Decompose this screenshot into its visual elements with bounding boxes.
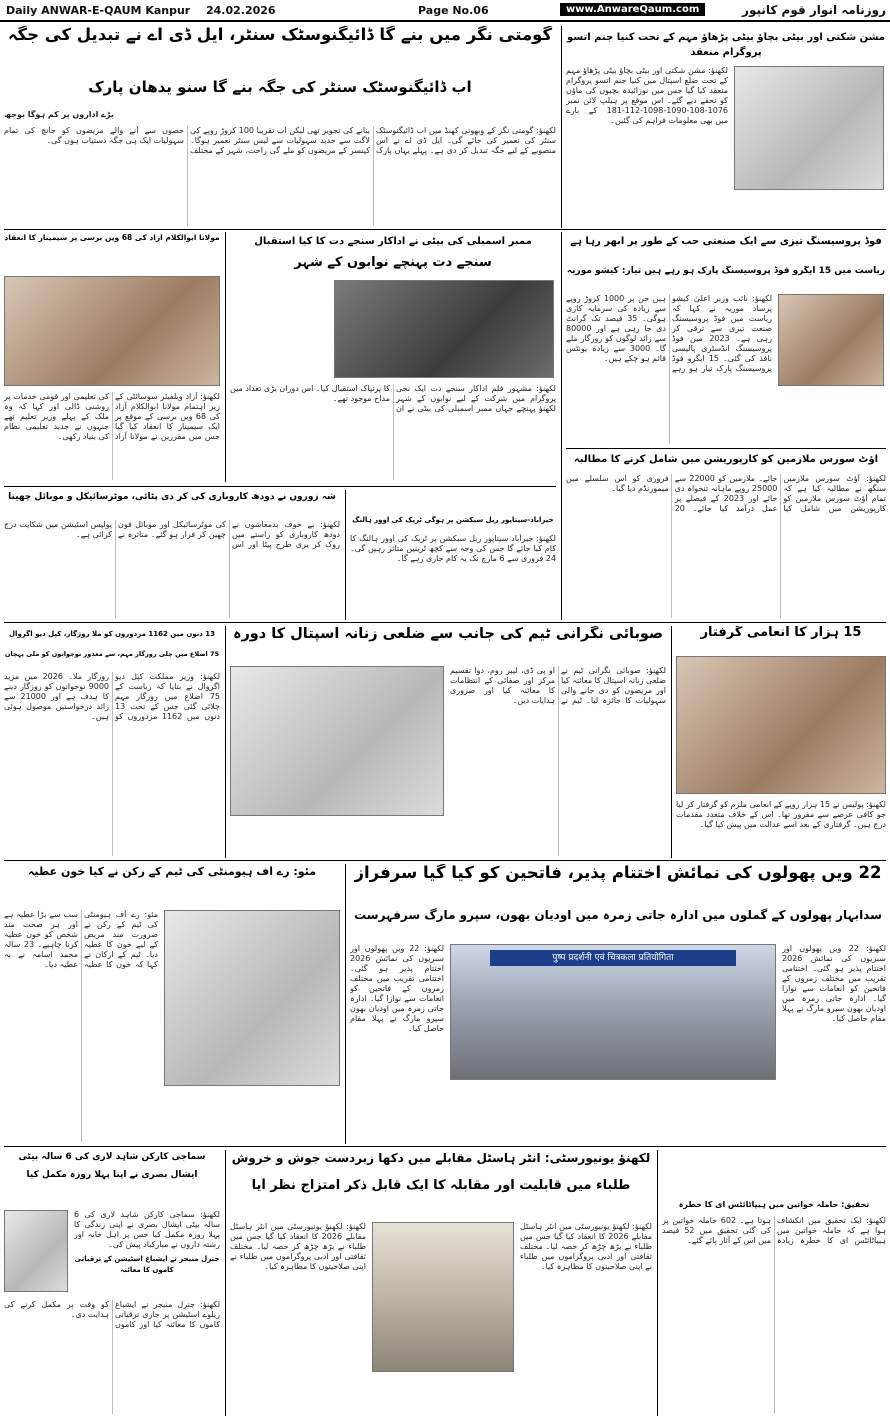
arrest-headline: 15 ہزار کا انعامی گرفتار bbox=[700, 626, 862, 640]
story-mau bbox=[4, 864, 340, 1144]
team-body: لکھنؤ: صوبائی نگرانی ٹیم نے ضلعی زنانہ اسپتال کا معائنہ کیا اور مریضوں کو دی جانے والی سہولیات کا جائزہ لیا۔ ٹیم نے او پی ڈی، لیبر روم، دوا تقسیم مرکز اور صفائی کے انتظامات کا معائنہ کیا اور ضروری ہدایات دیں۔ bbox=[450, 666, 666, 705]
research-body: لکھنؤ: ایک تحقیق میں انکشاف ہوا ہے کہ حاملہ خواتین میں ہیپاٹائٹس ای کا خطرہ زیادہ ہوتا ہے۔ 602 حاملہ خواتین پر کی گئی تحقیق میں 52 فیصد میں اس کے آثار پائے گئے۔ bbox=[662, 1216, 886, 1245]
urdu-masthead: روزنامہ انوارِ قوم کانپور bbox=[742, 3, 886, 17]
flower-subhead: سدابہار پھولوں کے گملوں میں ادارہ جاتی زمرہ میں اودیان بھون، سپرو مارگ سرفہرست bbox=[354, 908, 882, 922]
outsource-headline: آؤٹ سورس ملازمین کو کارپوریشن میں شامل کرنے کا مطالبہ bbox=[573, 454, 879, 465]
gomti-side-title: بڑے اداروں پر کم ہوگا بوجھ bbox=[4, 110, 114, 119]
food-photo bbox=[778, 294, 884, 386]
research-headline: تحقیق: حاملہ خواتین میں ہیپاٹائٹس ای کا خطرہ bbox=[678, 1200, 870, 1209]
story-sitapur bbox=[350, 490, 556, 620]
mission-body: لکھنؤ: مشن شکتی اور بیٹی بچاؤ بیٹی پڑھاؤ مہم کے تحت ضلع اسپتال میں کنیا جنم اتسو پروگرام منعقد کیا گیا جس میں نوزائیدہ بچیوں کی ماؤں کو تحفے دیے گئے۔ اس موقع پر ہیلپ لائن نمبر 1076-108-1090-1098-112-181 کے بارے میں بھی معلومات فراہم کی گئیں۔ bbox=[566, 66, 728, 125]
flower-body-left: لکھنؤ: 22 ویں پھولوں اور سبزیوں کی نمائش 2026 اختتام پذیر ہو گئی۔ اختتامی تقریب میں مختلف زمروں کے فاتحین کو انعامات سے نوازا گیا۔ ادارہ جاتی زمرہ میں اودیان بھون سپرو مارگ نے پہلا مقام حاصل کیا۔ bbox=[350, 944, 444, 1033]
mau-photo bbox=[164, 910, 340, 1086]
maulana-body: لکھنؤ: آزاد ویلفیئر سوسائٹی کے زیر اہتمام مولانا ابوالکلام آزاد کی 68 ویں برسی کے موقع پر ایک سیمینار کا انعقاد کیا گیا جس میں مقررین نے مولانا آزاد کی تعلیمی اور قومی خدمات پر روشنی ڈالی اور کہا کہ وہ ملک کے پہلے وزیر تعلیم تھے جنہوں نے جدید تعلیمی نظام کی بنیاد رکھی۔ bbox=[4, 392, 220, 441]
university-photo bbox=[372, 1222, 514, 1372]
child-headline: سماجی کارکن شاہد لاری کی 6 سالہ بیٹی bbox=[18, 1152, 206, 1162]
story-member bbox=[230, 232, 556, 482]
story-flower bbox=[350, 864, 886, 1144]
page-number: Page No.06 bbox=[418, 4, 489, 17]
gomti-body: لکھنؤ: گومتی نگر کے وبھوتی کھنڈ میں اب ڈائیگنوسٹک سنٹر کی تعمیر کی جائے گی۔ ایل ڈی اے نے اس منصوبے کے لیے جگہ تبدیل کر دی ہے۔ پہلے یہاں پارک بنانے کی تجویز تھی لیکن اب تقریباً 100 کروڑ روپے کی لاگت سے جدید سہولیات سے لیس سنٹر تعمیر ہوگا۔ کینسر کے مریضوں کو ملے گی راحت، شہر کے مختلف حصوں سے آنے والے مریضوں کو جانچ کی تمام سہولیات ایک ہی جگہ دستیاب ہوں گی۔ bbox=[4, 126, 556, 155]
arrest-photo bbox=[676, 656, 886, 794]
mau-body: مئو: رے آف ہیومنٹی کی ٹیم کے رکن نے ضرورت مند مریض کے لیے خون کا عطیہ دیا۔ ٹیم کے ارکان نے کہا کہ خون کا عطیہ سب سے بڑا عطیہ ہے اور ہر صحت مند شخص کو خون عطیہ کرنا چاہیے۔ 23 سالہ محمد اسامہ نے یہ عطیہ دیا۔ bbox=[4, 910, 158, 969]
story-maulana bbox=[4, 232, 220, 482]
maulana-headline: مولانا ابوالکلام آزاد کی 68 ویں برسی پر سیمینار کا انعقاد bbox=[4, 234, 220, 242]
story-shahzor bbox=[4, 490, 340, 620]
website-link[interactable]: www.AnwareQaum.com bbox=[560, 3, 705, 16]
child-subhead: ایشال بصری نے اپنا پہلا روزہ مکمل کیا bbox=[26, 1170, 198, 1180]
member-body: لکھنؤ: مشہور فلم اداکار سنجے دت ایک نجی پروگرام میں شرکت کے لیے نوابوں کے شہر لکھنؤ پہنچے جہاں ممبر اسمبلی کی بیٹی نے ان کا پرتپاک استقبال کیا۔ اس دوران بڑی تعداد میں مداح موجود تھے۔ bbox=[230, 384, 556, 413]
story-labour bbox=[4, 626, 220, 858]
gomti-subhead: اب ڈائیگنوسٹک سنٹر کی جگہ بنے گا سنو یدھان پارک bbox=[88, 78, 472, 96]
labour-subhead: 75 اضلاع میں چلی روزگار مہم، سے معذور نوجوانوں کو ملی پہچان bbox=[4, 650, 220, 658]
maulana-photo bbox=[4, 276, 220, 386]
story-food bbox=[566, 232, 886, 446]
university-body-left: لکھنؤ: لکھنؤ یونیورسٹی میں انٹر ہاسٹل مقابلے 2026 کا انعقاد کیا گیا جس میں طلباء نے بڑھ چڑھ کر حصہ لیا۔ مختلف ثقافتی اور ادبی پروگراموں میں طلباء نے اپنی صلاحیتوں کا مظاہرہ کیا۔ bbox=[230, 1222, 366, 1271]
shahzor-headline: شہ زوروں نے دودھ کاروباری کی کر دی پٹائی، موٹرسائیکل و موبائل چھینا bbox=[8, 492, 336, 502]
labour-headline: 13 دنوں میں 1162 مزدوروں کو ملا روزگار، کپل دیو اگروال bbox=[8, 630, 215, 638]
story-gomti bbox=[4, 26, 556, 226]
story-mission bbox=[566, 26, 886, 226]
story-research bbox=[662, 1150, 886, 1416]
university-body-right: لکھنؤ: لکھنؤ یونیورسٹی میں انٹر ہاسٹل مقابلے 2026 کا انعقاد کیا گیا جس میں طلباء نے بڑھ چڑھ کر حصہ لیا۔ مختلف ثقافتی اور ادبی پروگراموں میں طلباء نے اپنی صلاحیتوں کا مظاہرہ کیا۔ bbox=[520, 1222, 652, 1271]
issue-date: 24.02.2026 bbox=[206, 4, 276, 17]
story-team bbox=[230, 626, 666, 858]
member-headline: ممبر اسمبلی کی بیٹی نے اداکار سنجے دت کا کیا استقبال bbox=[254, 236, 532, 247]
flower-body-right: لکھنؤ: 22 ویں پھولوں اور سبزیوں کی نمائش 2026 اختتام پذیر ہو گئی۔ اختتامی تقریب میں مختلف زمروں کے فاتحین کو انعامات سے نوازا گیا۔ ادارہ جاتی زمرہ میں اودیان بھون سپرو مارگ نے پہلا مقام حاصل کیا۔ bbox=[782, 944, 886, 1023]
flower-banner: पुष्प प्रदर्शनी एवं चित्रकला प्रतियोगिता bbox=[490, 950, 736, 966]
mission-photo bbox=[734, 66, 884, 190]
story-university bbox=[230, 1150, 652, 1416]
team-photo bbox=[230, 666, 444, 816]
food-subhead: ریاست میں 15 ایگرو فوڈ پروسیسنگ پارک ہو رہے ہیں تیار: کیشو موریہ bbox=[566, 266, 886, 276]
team-headline: صوبائی نگرانی ٹیم کی جانب سے ضلعی زنانہ اسپتال کا دورہ bbox=[232, 626, 664, 642]
shahzor-body: لکھنؤ: بے خوف بدمعاشوں نے دودھ کاروباری کو راستے میں روک کر بری طرح پیٹا اور اس کی موٹرسائیکل اور موبائل فون چھین کر فرار ہو گئے۔ متاثرہ نے پولیس اسٹیشن میں شکایت درج کرائی ہے۔ bbox=[4, 520, 340, 549]
university-subhead: طلباء میں قابلیت اور مقابلہ کا ایک قابل ذکر امتزاج نظر آیا bbox=[251, 1178, 631, 1193]
flower-headline: 22 ویں پھولوں کی نمائش اختتام پذیر، فاتحین کو کیا گیا سرفراز bbox=[354, 864, 882, 882]
story-child bbox=[4, 1150, 220, 1416]
gomti-headline: گومتی نگر میں بنے گا ڈائیگنوسٹک سنٹر، ایل ڈی اے نے تبدیل کی جگہ bbox=[7, 26, 553, 44]
mission-headline: مشن شکتی اور بیٹی بچاؤ بیٹی پڑھاؤ مہم کے تحت کنیا جنم اتسو پروگرام منعقد bbox=[567, 32, 885, 58]
paper-name: Daily ANWAR-E-QAUM Kanpur bbox=[6, 4, 191, 17]
labour-body: لکھنؤ: وزیر مملکت کپل دیو اگروال نے بتایا کہ ریاست کے 75 اضلاع میں روزگار مہم چلائی گئی جس کے تحت 13 دنوں میں 1162 مزدوروں کو روزگار ملا۔ 2026 میں مزید 9000 نوجوانوں کو روزگار دینے کا ہدف ہے اور 21000 سے زائد درخواستیں موصول ہوئی ہیں۔ bbox=[4, 672, 220, 721]
outsource-body: لکھنؤ: آؤٹ سورس ملازمین سنگھ نے مطالبہ کیا ہے کہ تمام آؤٹ سورس ملازمین کو کارپوریشن میں شامل کیا جائے۔ ملازمین کو 22000 سے 25000 روپے ماہانہ تنخواہ دی جائے اور 2023 کے فیصلے پر عمل درآمد کیا جائے۔ 20 فروری کو اس سلسلے میں میمورنڈم دیا گیا۔ bbox=[566, 474, 886, 513]
child-body: لکھنؤ: سماجی کارکن شاہد لاری کی 6 سالہ بیٹی ایشال بصری نے اپنی زندگی کا پہلا روزہ مکمل کیا جس پر اہل خانہ اور رشتہ داروں نے مبارکباد پیش کی۔ bbox=[74, 1210, 220, 1249]
story-arrest bbox=[676, 626, 886, 858]
member-subhead: سنجے دت پہنچے نوابوں کے شہر bbox=[294, 256, 492, 270]
mau-headline: مئو: رے آف ہیومنٹی کی ٹیم کے رکن نے کیا خون عطیہ bbox=[27, 866, 316, 878]
masthead bbox=[0, 0, 890, 22]
sitapur-headline: خیرآباد-سیتاپور ریل سیکشن پر ہوگی ٹریک کی اوور ہالنگ bbox=[352, 516, 554, 524]
gm-headline: جنرل منیجر نے ایشباغ اسٹیشن کے ترقیاتی کاموں کا معائنہ bbox=[74, 1255, 220, 1274]
member-photo bbox=[334, 280, 554, 378]
sitapur-body: لکھنؤ: خیرآباد سیتاپور ریل سیکشن پر ٹریک کی اوور ہالنگ کا کام کیا جائے گا جس کی وجہ سے کچھ ٹرینیں متاثر رہیں گی۔ 24 فروری سے 6 مارچ تک یہ کام جاری رہے گا۔ bbox=[350, 534, 556, 563]
food-headline: فوڈ پروسیسنگ تیزی سے ایک صنعتی حب کے طور پر ابھر رہا ہے bbox=[570, 236, 882, 247]
story-outsource bbox=[566, 452, 886, 620]
arrest-body: لکھنؤ: پولیس نے 15 ہزار روپے کے انعامی ملزم کو گرفتار کر لیا جو کافی عرصے سے مفرور تھا۔ اس کے خلاف متعدد مقدمات درج ہیں۔ گرفتاری کے بعد اسے عدالت میں پیش کیا گیا۔ bbox=[676, 800, 886, 829]
child-photo bbox=[4, 1210, 68, 1292]
gm-body: لکھنؤ: جنرل منیجر نے ایشباغ ریلوے اسٹیشن پر جاری ترقیاتی کاموں کا معائنہ کیا اور کاموں کو وقت پر مکمل کرنے کی ہدایت دی۔ bbox=[4, 1300, 220, 1329]
university-headline: لکھنؤ یونیورسٹی: انٹر ہاسٹل مقابلے میں دکھا زبردست جوش و خروش bbox=[231, 1152, 651, 1165]
food-body: لکھنؤ: نائب وزیر اعلیٰ کیشو پرساد موریہ نے کہا کہ ریاست میں فوڈ پروسیسنگ صنعت تیزی سے ترقی کر رہی ہے۔ 2023 میں فوڈ پروسیسنگ انڈسٹری پالیسی نافذ کی گئی۔ 15 ایگرو فوڈ پروسیسنگ پارک تیار ہو رہے ہیں جن پر 1000 کروڑ روپے سے زیادہ کی سرمایہ کاری ہوگی۔ 35 فیصد تک گرانٹ دی جا رہی ہے اور 80000 سے زائد لوگوں کو روزگار ملے گا۔ 3000 سے زیادہ یونٹس قائم ہو چکے ہیں۔ bbox=[566, 294, 772, 373]
